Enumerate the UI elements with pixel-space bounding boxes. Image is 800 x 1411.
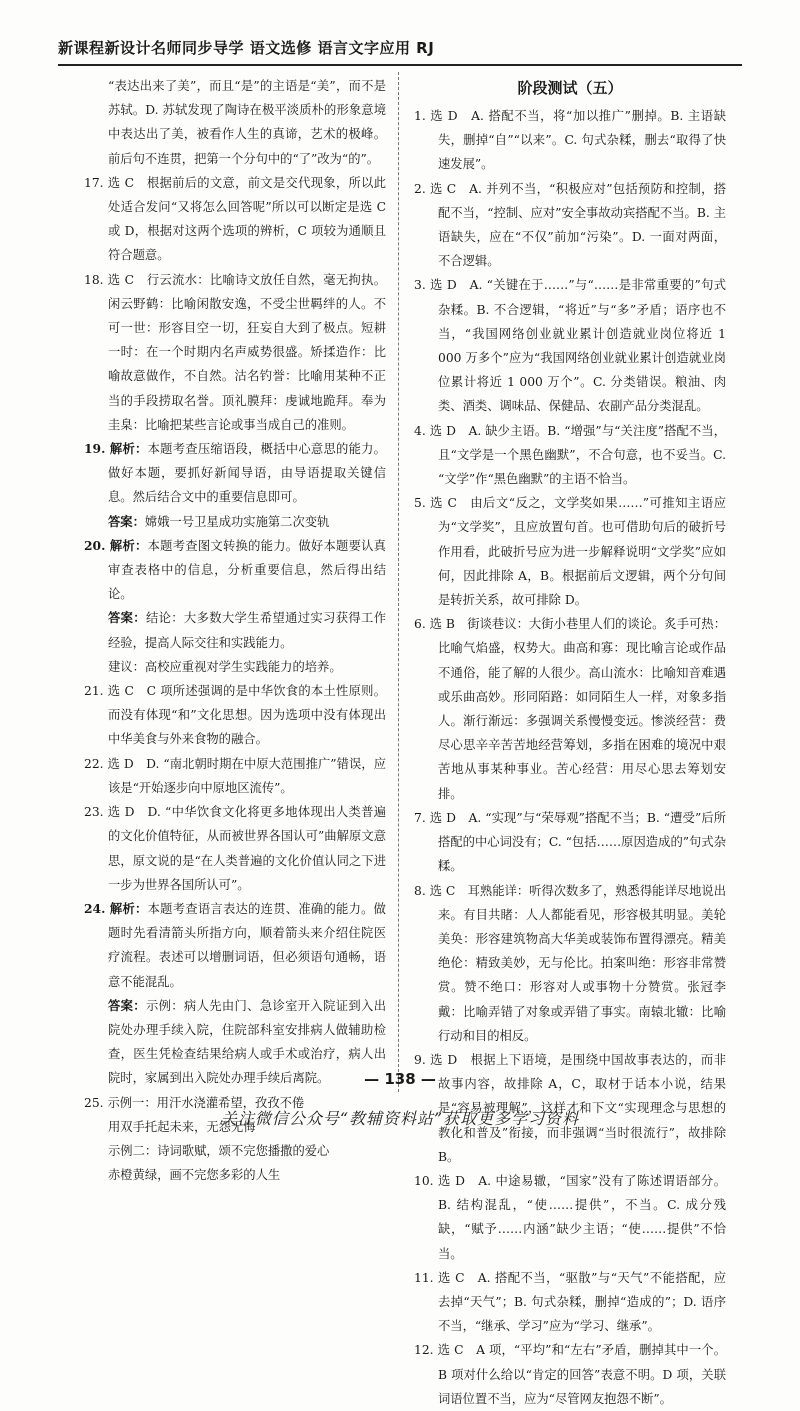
test-answer-11: 11. 选 C A. 搭配不当，“驱散”与“天气”不能搭配，应去掉“天气”；B. 句式杂糅，删掉“造成的”；D. 语序不当，“继承、学习”应为“学习、继承”。 xyxy=(414,1270,726,1334)
right-column xyxy=(414,74,726,1411)
answer-19-answer: 答案：嫦娥一号卫星成功实施第二次变轨 xyxy=(108,513,330,529)
left-column xyxy=(84,74,386,1187)
test-answer-9: 9. 选 D 根据上下语境，是围绕中国故事表达的，而非故事内容，故排除 A，C，取材于话本小说，结果是“容易被理解”，这样才和下文“实现理念与思想的教化和普及”衔接，而非强调“当时很流行”，故排除 B。 xyxy=(414,1052,726,1164)
answer-22: 22. 选 D D. “南北朝时期在中原大范围推广”错误，应该是“开始逐步向中原地区流传”。 xyxy=(84,756,386,795)
test-answer-1: 1. 选 D A. 搭配不当，将“加以推广”删掉。B. 主语缺失，删掉“自”“以来”。C. 句式杂糅，删去“取得了快速发展”。 xyxy=(414,109,726,172)
answer-24: 24. 解析：本题考查语言表达的连贯、准确的能力。做题时先看清箭头所指方向，顺着箭头来介绍住院医疗流程。表述可以增删词语，但必须语句通畅，语意不能混乱。 xyxy=(84,900,386,989)
test-answer-12: 12. 选 C A 项，“平均”和“左右”矛盾，删掉其中一个。B 项对什么给以“肯定的回答”表意不明。D 项，关联词语位置不当，应为“尽管网友抱怨不断”。 xyxy=(414,1343,726,1406)
answer-25: 25. 示例一：用汗水浇灌希望，孜孜不倦 xyxy=(84,1095,305,1110)
answer-25-line4: 赤橙黄绿，画不完您多彩的人生 xyxy=(108,1168,281,1183)
footer-note: 关注微信公众号“教辅资料站”获取更多学习资料 xyxy=(220,1109,580,1128)
answer-18: 18. 选 C 行云流水：比喻诗文放任自然，毫无拘执。闲云野鹤：比喻闲散安逸，不受尘世羁绊的人。不可一世：形容目空一切，狂妄自大到了极点。短耕一时：在一个时期内名声威势很盛。矫揉造作：比喻故意做作，不自然。沽名钓誉：比喻用某种不正当的手段捞取名誉。顶礼膜拜：虔诚地跪拜。奉为圭臬：比喻把某些言论或事当成自己的准则。 xyxy=(84,272,386,432)
answer-21: 21. 选 C C 项所述强调的是中华饮食的本土性原则。而没有体现“和”文化思想。因为选项中没有体现出中华美食与外来食物的融合。 xyxy=(84,684,386,747)
answer-25-line3: 示例二：诗词歌赋，颂不完您播撒的爱心 xyxy=(108,1143,330,1158)
answer-20: 20. 解析：本题考查图文转换的能力。做好本题要认真审查表格中的信息，分析重要信息，然后得出结论。 xyxy=(84,537,386,602)
answer-17: 17. 选 C 根据前后的文意，前文是交代现象，所以此处适合发问“又将怎么回答呢”所以可以断定是选 C 或 D，根据对这两个选项的辨析，C 项较为通顺且符合题意。 xyxy=(84,175,386,263)
answer-16-continued: “表达出来了美”，而且“是”的主语是“美”，而不是苏轼。D. 苏轼发现了陶诗在极平淡质朴的形象意境中表达出了美，被看作人生的真谛，艺术的极峰。前后句不连贯，把第一个分句中的“了”改为“的”。 xyxy=(108,79,386,166)
test-answer-8: 8. 选 C 耳熟能详：听得次数多了，熟悉得能详尽地说出来。有目共睹：人人都能看见，形容极其明显。美轮美奂：形容建筑物高大华美或装饰布置得漂亮。精美绝伦：精致美妙，无与伦比。拍案叫绝：形容非常赞赏。赞不绝口：形容对人或事物十分赞赏。张冠李戴：比喻弄错了对象或弄错了事实。南辕北辙：比喻行动和目的相反。 xyxy=(414,883,726,1043)
column-divider xyxy=(398,72,399,1092)
test-answer-2: 2. 选 C A. 并列不当，“积极应对”包括预防和控制，搭配不当，“控制、应对”安全事故动宾搭配不当。B. 主语缺失，应在“不仅”前加“污染”。D. 一面对两面，不合逻辑。 xyxy=(414,181,726,269)
answer-25-line2: 用双手托起未来，无怨无悔 xyxy=(108,1119,256,1134)
test-answer-4: 4. 选 D A. 缺少主语。B. “增强”与“关注度”搭配不当，且“文学是一个黑色幽默”，不合句意，也不妥当。C. “文学”作“黑色幽默”的主语不恰当。 xyxy=(414,423,726,487)
section-title: 阶段测试（五） xyxy=(517,79,623,97)
header-title: 新课程新设计名师同步导学 语文选修 语言文字应用 RJ xyxy=(58,38,435,57)
answer-20-suggestion: 建议：高校应重视对学生实践能力的培养。 xyxy=(108,659,342,674)
answer-24-answer: 答案：示例：病人先由门、急诊室开入院证到入出院处办理手续入院，住院部科室安排病人做辅助检查，医生凭检查结果给病人或手术或治疗，病人出院时，家属到出入院处办理手续后离院。 xyxy=(108,997,386,1086)
answer-20-answer: 答案：结论：大多数大学生希望通过实习获得工作经验，提高人际交往和实践能力。 xyxy=(108,610,386,650)
page-header xyxy=(58,30,742,66)
test-answer-5: 5. 选 C 由后文“反之，文学奖如果……”可推知主语应为“文学奖”，且应放置句首。也可借助句后的破折号作用看，此破折号应为进一步解释说明“文学奖”应如何，因此排除 A，B。根据前后文逻辑，两个分句间是转折关系，故可排除 D。 xyxy=(414,496,726,608)
page-number: — 138 — xyxy=(364,1070,436,1088)
test-answer-3: 3. 选 D A. “关键在于……”与“……是非常重要的”句式杂糅。B. 不合逻辑，“将近”与“多”矛盾；语序也不当，“我国网络创业就业累计创造就业岗位将近 1 000 万多个”应为“我国网络创业就业累计创造就业岗位累计将近 1 000 万个”。C. 分类错误。粮油、肉类、酒类、调味品、保健品、农副产品分类混乱。 xyxy=(414,278,726,414)
test-answer-10: 10. 选 D A. 中途易辙，“国家”没有了陈述谓语部分。B. 结构混乱，“使……提供”，不当。C. 成分残缺，“赋予……内涵”缺少主语；“使……提供”不恰当。 xyxy=(414,1173,726,1261)
answer-19: 19. 解析：本题考查压缩语段，概括中心意思的能力。做好本题，要抓好新闻导语，由导语提取关键信息。然后结合文中的重要信息即可。 xyxy=(84,441,386,505)
answer-23: 23. 选 D D. “中华饮食文化将更多地体现出人类普遍的文化价值特征，从而被世界各国认可”曲解原文意思，原文说的是“在人类普遍的文化价值认同之下进一步为世界各国所认可”。 xyxy=(84,805,386,892)
test-answer-7: 7. 选 D A. “实现”与“荣辱观”搭配不当；B. “遭受”后所搭配的中心词没有；C. “包括……原因造成的”句式杂糅。 xyxy=(414,810,726,874)
test-answer-6: 6. 选 B 街谈巷议：大街小巷里人们的谈论。炙手可热：比喻气焰盛，权势大。曲高和寡：现比喻言论或作品不通俗，能了解的人很少。高山流水：比喻知音难遇或乐曲高妙。形同陌路：如同陌生人一样，对象多指人。渐行渐远：多强调关系慢慢变远。惨淡经营：费尽心思辛辛苦苦地经营筹划，多指在困难的境况中艰苦地从事某种事业。苦心经营：用尽心思去筹划安排。 xyxy=(414,617,726,801)
